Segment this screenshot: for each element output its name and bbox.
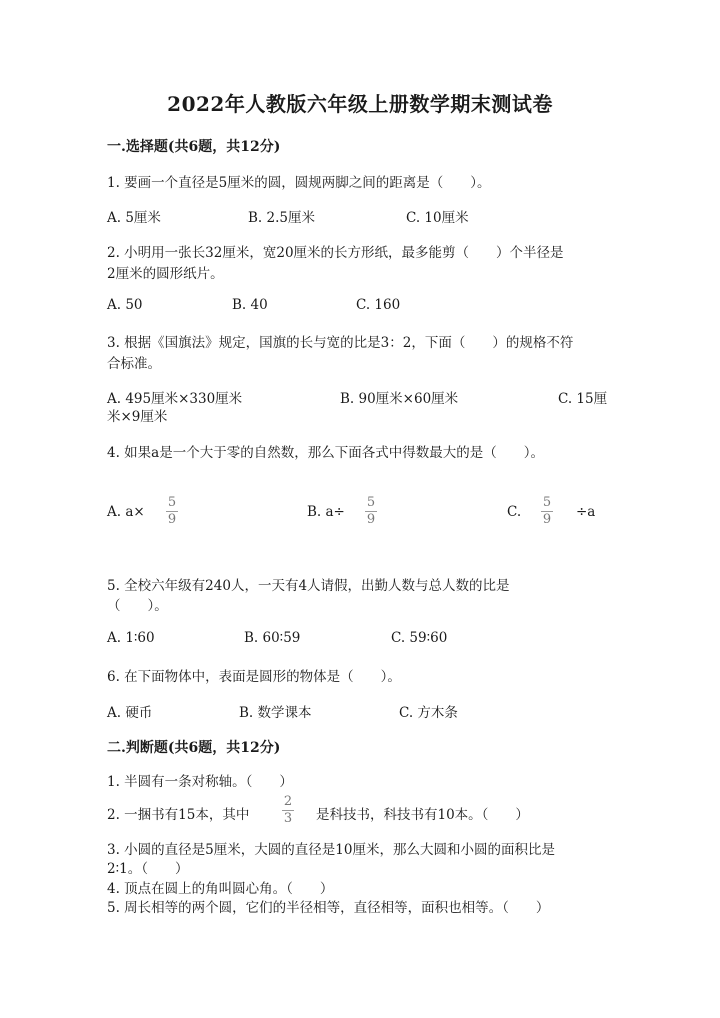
page-title: 2022年人教版六年级上册数学期末测试卷 [167,92,553,116]
question-2-line2: 2厘米的圆形纸片。 [107,266,224,282]
q6-option-c: C. 方木条 [399,705,458,721]
fraction-numerator: 5 [167,495,177,510]
question-4: 4. 如果a是一个大于零的自然数，那么下面各式中得数最大的是（ ）。 [107,445,544,461]
fraction-denominator: 3 [283,811,293,826]
q4-c-fraction [541,496,553,527]
q5-option-c: C. 59∶60 [391,630,448,646]
judgment-2-after: 是科技书，科技书有10本。（ ） [316,807,529,823]
q4-b-fraction [365,496,377,527]
q2-option-b: B. 40 [232,297,268,313]
fraction-denominator: 9 [366,512,376,527]
question-5-line2: （ ）。 [107,598,168,614]
q3-option-b: B. 90厘米×60厘米 [340,391,459,407]
fraction-denominator: 9 [167,512,177,527]
q3-option-c: C. 15厘 [558,391,608,407]
judgment-3-line2: 2∶1。（ ） [107,861,189,877]
q6-option-a: A. 硬币 [107,705,153,721]
question-2-line1: 2. 小明用一张长32厘米，宽20厘米的长方形纸，最多能剪（ ）个半径是 [107,245,564,261]
question-5-line1: 5. 全校六年级有240人，一天有4人请假，出勤人数与总人数的比是 [107,578,510,594]
q1-option-a: A. 5厘米 [107,210,161,226]
question-3-line1: 3. 根据《国旗法》规定，国旗的长与宽的比是3：2，下面（ ）的规格不符 [107,335,574,351]
fraction-numerator: 5 [366,495,376,510]
judgment-3-line1: 3. 小圆的直径是5厘米，大圆的直径是10厘米，那么大圆和小圆的面积比是 [107,842,555,858]
q5-option-b: B. 60∶59 [244,630,301,646]
section-heading-judgment: 二.判断题(共6题，共12分) [107,740,281,756]
judgment-4: 4. 顶点在圆上的角叫圆心角。（ ） [107,881,334,897]
q3-option-c-cont: 米×9厘米 [107,409,168,425]
question-3-line2: 合标准。 [107,356,161,372]
q4-option-c: C. [507,504,522,520]
section-heading-choice: 一.选择题(共6题，共12分) [107,139,281,155]
q6-option-b: B. 数学课本 [239,705,312,721]
judgment-1: 1. 半圆有一条对称轴。（ ） [107,774,293,790]
q5-option-a: A. 1∶60 [107,630,155,646]
fraction-numerator: 2 [283,794,293,809]
judgment-2-before: 2. 一捆书有15本，其中 [107,807,250,823]
judgment-2-fraction [282,795,294,826]
fraction-denominator: 9 [542,512,552,527]
q4-option-c-suffix: ÷a [576,504,596,520]
q1-option-c: C. 10厘米 [406,210,469,226]
q4-option-a: A. a× [107,504,145,520]
question-6: 6. 在下面物体中，表面是圆形的物体是（ ）。 [107,669,401,685]
q2-option-a: A. 50 [107,297,143,313]
judgment-5: 5. 周长相等的两个圆，它们的半径相等，直径相等，面积也相等。（ ） [107,900,550,916]
q4-a-fraction [166,496,178,527]
question-1: 1. 要画一个直径是5厘米的圆，圆规两脚之间的距离是（ ）。 [107,175,491,191]
q4-option-b: B. a÷ [307,504,345,520]
fraction-numerator: 5 [542,495,552,510]
q2-option-c: C. 160 [356,297,401,313]
q3-option-a: A. 495厘米×330厘米 [107,391,243,407]
q1-option-b: B. 2.5厘米 [248,210,315,226]
